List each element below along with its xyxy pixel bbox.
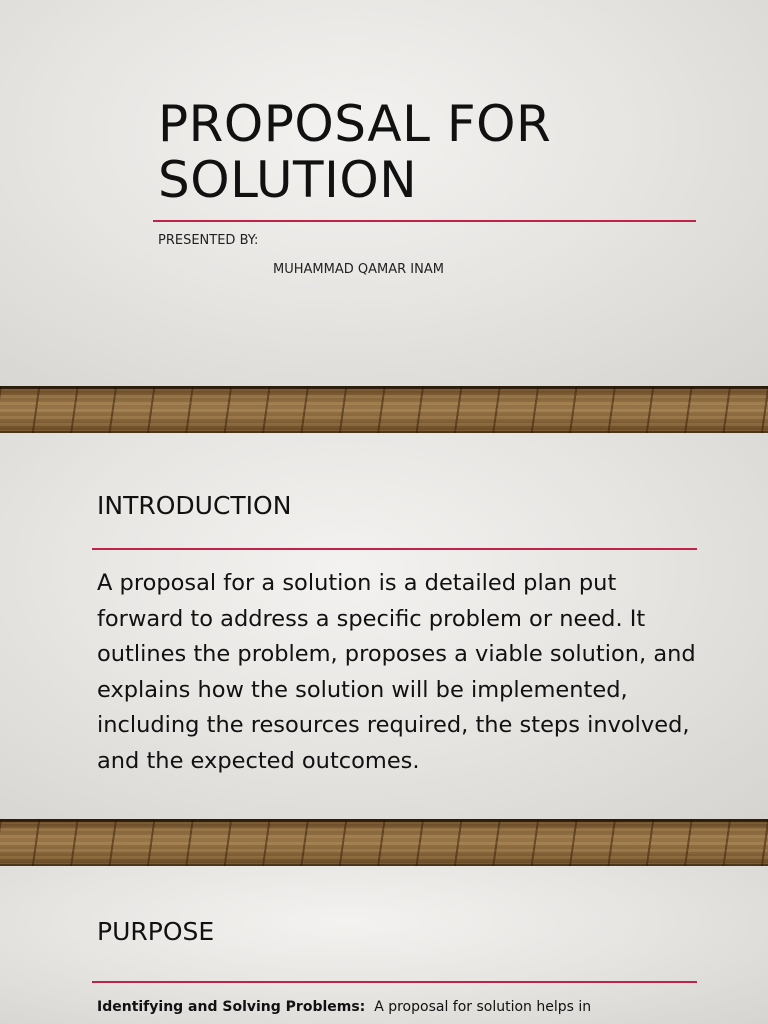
purpose-item bbox=[97, 999, 717, 1015]
wood-floor-divider bbox=[0, 386, 768, 433]
title-divider bbox=[153, 220, 696, 222]
title-line-1: PROPOSAL FOR bbox=[158, 95, 552, 153]
slide-title bbox=[0, 0, 768, 386]
introduction-heading: INTRODUCTION bbox=[97, 491, 292, 520]
introduction-divider bbox=[92, 548, 697, 550]
purpose-item-text: A proposal for solution helps in bbox=[374, 999, 592, 1015]
presented-by-label: PRESENTED BY: bbox=[158, 233, 259, 248]
purpose-heading: PURPOSE bbox=[97, 917, 215, 946]
page-title bbox=[158, 96, 551, 208]
purpose-item-label: Identifying and Solving Problems: bbox=[97, 999, 366, 1015]
wood-floor-divider bbox=[0, 819, 768, 866]
presenter-name: MUHAMMAD QAMAR INAM bbox=[273, 262, 444, 277]
slide-introduction bbox=[0, 433, 768, 819]
purpose-divider bbox=[92, 981, 697, 983]
title-line-2: SOLUTION bbox=[158, 151, 418, 209]
introduction-body: A proposal for a solution is a detailed plan put forward to address a specific problem or need. It outlines the problem, proposes a viable solution, and explains how the solution will be implemented, including the resources required, the steps involved, and the expected outcomes. bbox=[97, 570, 696, 774]
